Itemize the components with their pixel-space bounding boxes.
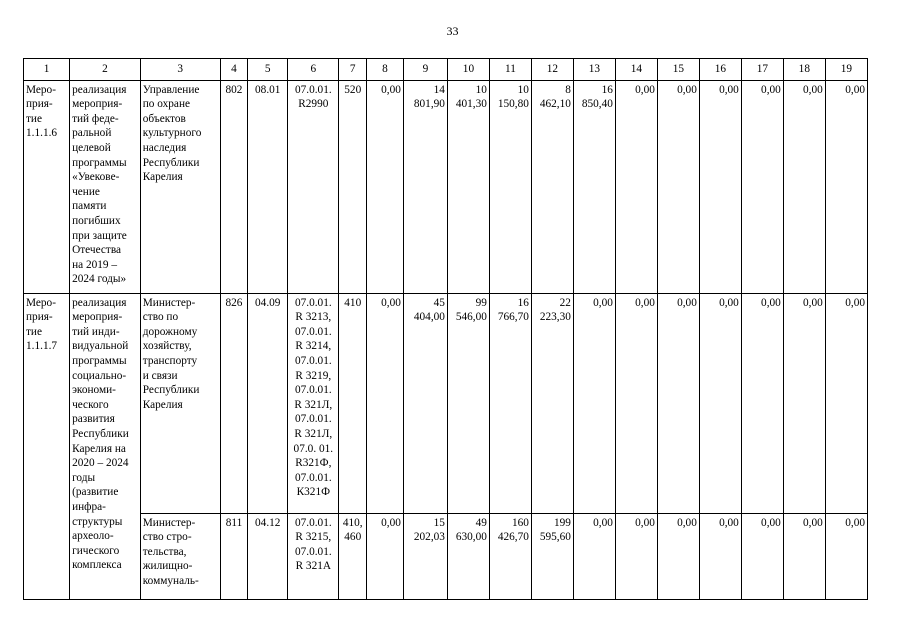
column-header: 4 <box>220 59 248 81</box>
column-header: 7 <box>339 59 367 81</box>
amount-cell: 0,00 <box>367 293 404 513</box>
expense-type-cell: 520 <box>339 80 367 293</box>
amount-cell: 0,00 <box>741 513 783 599</box>
amount-cell: 0,00 <box>615 80 657 293</box>
amount-cell: 0,00 <box>741 293 783 513</box>
amount-cell: 0,00 <box>657 80 699 293</box>
column-header: 1 <box>24 59 70 81</box>
header-row <box>24 59 868 81</box>
column-header: 18 <box>783 59 825 81</box>
amount-cell: 0,00 <box>825 513 867 599</box>
section-code-cell: 04.09 <box>248 293 288 513</box>
target-article-cell: 07.0.01. R2990 <box>288 80 339 293</box>
amount-cell: 16 850,40 <box>573 80 615 293</box>
column-header: 19 <box>825 59 867 81</box>
amount-cell: 199 595,60 <box>531 513 573 599</box>
amount-cell: 0,00 <box>783 293 825 513</box>
amount-cell: 0,00 <box>573 293 615 513</box>
amount-cell: 0,00 <box>615 513 657 599</box>
column-header: 10 <box>447 59 489 81</box>
budget-table <box>23 58 868 600</box>
table-row <box>24 293 868 513</box>
amount-cell: 45 404,00 <box>403 293 447 513</box>
activity-description-cell: реализация мероприя- тий феде- ральной целевой программы «Увекове- чение памяти погибших при защите Отечества на 2019 – 2024 годы» <box>70 80 141 293</box>
amount-cell: 10 150,80 <box>489 80 531 293</box>
amount-cell: 0,00 <box>741 80 783 293</box>
activity-description-cell: реализация мероприя- тий инди- видуальной программы социально- экономи- ческого развития Республики Карелия на 2020 – 2024 годы (развитие инфра- структуры археоло- гического комплекса <box>70 293 141 599</box>
amount-cell: 15 202,03 <box>403 513 447 599</box>
expense-type-cell: 410, 460 <box>339 513 367 599</box>
target-article-cell: 07.0.01. R 3213, 07.0.01. R 3214, 07.0.01. R 3219, 07.0.01. R 321Л, 07.0.01. R 321Л, 07.0. 01. R321Ф, 07.0.01. К321Ф <box>288 293 339 513</box>
amount-cell: 0,00 <box>783 80 825 293</box>
amount-cell: 0,00 <box>615 293 657 513</box>
column-header: 16 <box>699 59 741 81</box>
amount-cell: 22 223,30 <box>531 293 573 513</box>
amount-cell: 0,00 <box>825 293 867 513</box>
column-header: 5 <box>248 59 288 81</box>
amount-cell: 0,00 <box>573 513 615 599</box>
column-header: 9 <box>403 59 447 81</box>
table-row <box>24 513 868 599</box>
amount-cell: 14 801,90 <box>403 80 447 293</box>
amount-cell: 0,00 <box>783 513 825 599</box>
amount-cell: 10 401,30 <box>447 80 489 293</box>
table-row <box>24 80 868 293</box>
column-header: 15 <box>657 59 699 81</box>
grbs-code-cell: 802 <box>220 80 248 293</box>
column-header: 13 <box>573 59 615 81</box>
amount-cell: 0,00 <box>699 513 741 599</box>
column-header: 2 <box>70 59 141 81</box>
column-header: 11 <box>489 59 531 81</box>
executor-cell: Министер- ство стро- тельства, жилищно- коммуналь- <box>140 513 220 599</box>
grbs-code-cell: 811 <box>220 513 248 599</box>
activity-number-cell: Меро- прия- тие 1.1.1.7 <box>24 293 70 599</box>
section-code-cell: 08.01 <box>248 80 288 293</box>
column-header: 14 <box>615 59 657 81</box>
amount-cell: 0,00 <box>699 293 741 513</box>
amount-cell: 0,00 <box>657 513 699 599</box>
amount-cell: 8 462,10 <box>531 80 573 293</box>
amount-cell: 0,00 <box>657 293 699 513</box>
column-header: 8 <box>367 59 404 81</box>
grbs-code-cell: 826 <box>220 293 248 513</box>
section-code-cell: 04.12 <box>248 513 288 599</box>
amount-cell: 99 546,00 <box>447 293 489 513</box>
executor-cell: Управление по охране объектов культурного наследия Республики Карелия <box>140 80 220 293</box>
amount-cell: 160 426,70 <box>489 513 531 599</box>
amount-cell: 0,00 <box>825 80 867 293</box>
column-header: 6 <box>288 59 339 81</box>
page-number: 33 <box>446 24 459 38</box>
expense-type-cell: 410 <box>339 293 367 513</box>
amount-cell: 16 766,70 <box>489 293 531 513</box>
amount-cell: 0,00 <box>367 513 404 599</box>
amount-cell: 0,00 <box>367 80 404 293</box>
amount-cell: 0,00 <box>699 80 741 293</box>
column-header: 12 <box>531 59 573 81</box>
executor-cell: Министер- ство по дорожному хозяйству, транспорту и связи Республики Карелия <box>140 293 220 513</box>
column-header: 3 <box>140 59 220 81</box>
amount-cell: 49 630,00 <box>447 513 489 599</box>
column-header: 17 <box>741 59 783 81</box>
target-article-cell: 07.0.01. R 3215, 07.0.01. R 321А <box>288 513 339 599</box>
activity-number-cell: Меро- прия- тие 1.1.1.6 <box>24 80 70 293</box>
